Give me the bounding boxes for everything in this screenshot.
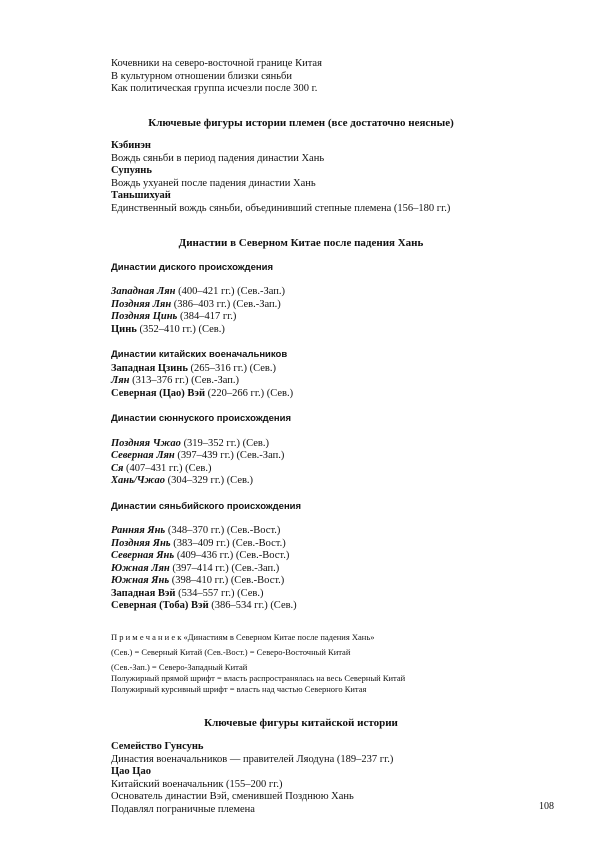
dynasty-list (111, 363, 491, 401)
dynasty-list (111, 525, 491, 613)
dynasty-item (111, 550, 491, 563)
dynasty-name: Южная Лян (111, 562, 170, 574)
tribe-figures-list (111, 140, 491, 215)
figure-desc: Династия военачальников — правителей Ляодуна (189–237 гг.) (111, 753, 394, 765)
dynasty-dates: (352–410 гг.) (Сев.) (136, 323, 225, 335)
dynasty-dates: (313–376 гг.) (Сев.-Зап.) (129, 375, 240, 386)
dynasty-name: Северная (Цао) Вэй (111, 387, 206, 399)
dynasty-dates: (409–436 гг.) (Сев.-Вост.) (174, 550, 290, 561)
dynasty-item (111, 563, 491, 576)
dynasty-item (111, 463, 491, 476)
figure-name: Таньшихуай (111, 190, 171, 201)
dynasty-item (111, 438, 491, 451)
dynasty-group-title: Династии сяньбийского происхождения (111, 500, 302, 512)
dynasty-item (111, 363, 491, 376)
figure-name: Супуянь (111, 165, 152, 176)
dynasty-dates: (383–409 гг.) (Сев.-Вост.) (170, 537, 286, 549)
dynasty-name: Северная Янь (111, 550, 175, 561)
dynasty-name: Лян (111, 375, 130, 386)
dynasty-name: Южная Янь (111, 575, 170, 586)
dynasty-name: Поздняя Чжао (111, 437, 181, 449)
dynasty-dates: (398–410 гг.) (Сев.-Вост.) (169, 575, 285, 586)
figure-desc: Вождь сяньби в период падения династии Хань (111, 152, 325, 164)
section-heading-tribes: Ключевые фигуры истории племен (все достаточно неясные) (148, 116, 454, 129)
chinese-figures-list (111, 741, 491, 816)
dynasty-name: Северная Лян (111, 450, 175, 461)
dynasty-item (111, 575, 491, 588)
dynasty-name: Хань/Чжао (111, 475, 166, 486)
intro-line: Как политическая группа исчезли после 300 г. (111, 83, 318, 94)
dynasty-dates: (319–352 гг.) (Сев.) (180, 437, 269, 449)
figure-name: Семейство Гунсунь (111, 741, 204, 752)
figure-desc: Единственный вождь сяньби, объединивший степные племена (156–180 гг.) (111, 202, 451, 214)
dynasty-list (111, 286, 491, 336)
dynasty-item (111, 324, 491, 337)
intro-line: Кочевники на северо-восточной границе Китая (111, 58, 322, 69)
section-heading-dynasties: Династии в Северном Китае после падения Хань (178, 237, 424, 249)
dynasty-name: Ся (111, 462, 124, 474)
dynasty-dates: (407–431 гг.) (Сев.) (123, 462, 212, 474)
dynasty-dates: (348–370 гг.) (Сев.-Вост.) (165, 525, 281, 536)
dynasty-group-title: Династии сюннуского происхождения (111, 413, 292, 424)
dynasty-item (111, 375, 491, 388)
dynasty-item (111, 475, 491, 488)
section-heading-chinese-figures: Ключевые фигуры китайской истории (204, 716, 398, 729)
dynasty-item (111, 311, 491, 324)
dynasty-dates: (397–414 гг.) (Сев.-Зап.) (169, 562, 280, 574)
dynasty-dates: (400–421 гг.) (Сев.-Зап.) (175, 286, 286, 297)
dynasty-name: Ранняя Янь (111, 525, 166, 536)
dynasty-item (111, 538, 491, 551)
legend-notes (111, 632, 491, 695)
page-body (111, 58, 491, 816)
dynasty-dates: (304–329 гг.) (Сев.) (165, 475, 254, 486)
dynasty-name: Северная (Тоба) Вэй (111, 600, 209, 611)
dynasty-item (111, 450, 491, 463)
intro-block (111, 58, 491, 96)
dynasty-dates: (386–403 гг.) (Сев.-Зап.) (171, 298, 281, 310)
dynasty-group-title: Династии диского происхождения (111, 261, 273, 273)
dynasty-name: Цинь (111, 323, 137, 335)
dynasty-list (111, 438, 491, 488)
figure-desc: Вождь ухуаней после падения династии Хань (111, 177, 316, 189)
note-line: (Сев.) = Северный Китай (Сев.-Вост.) = Северо-Восточный Китай (111, 646, 351, 657)
dynasty-name: Поздняя Цинь (111, 311, 178, 322)
page-number: 108 (539, 801, 554, 812)
dynasty-item (111, 388, 491, 401)
figure-name: Кэбинэн (111, 140, 151, 151)
note-line: Полужирный курсивный шрифт = власть над частью Северного Китая (111, 683, 367, 694)
intro-line: В культурном отношении близки сяньби (111, 70, 292, 82)
figure-desc: Основатель династии Вэй, сменившей Позднюю Хань (111, 791, 354, 802)
dynasty-group-title: Династии китайских военачальников (111, 349, 288, 360)
note-line: (Сев.-Зап.) = Северо-Западный Китай (111, 661, 248, 672)
dynasty-dates: (397–439 гг.) (Сев.-Зап.) (174, 450, 285, 461)
dynasty-item (111, 525, 491, 538)
dynasty-dates: (534–557 гг.) (Сев.) (175, 587, 264, 599)
dynasty-name: Поздняя Янь (111, 537, 171, 549)
dynasty-dates: (384–417 гг.) (177, 311, 237, 322)
dynasty-name: Поздняя Лян (111, 298, 172, 310)
figure-name: Цао Цао (111, 766, 151, 777)
dynasty-dates: (265–316 гг.) (Сев.) (187, 362, 276, 374)
note-line: Полужирный прямой шрифт = власть распространялась на весь Северный Китай (111, 672, 406, 683)
dynasty-item (111, 600, 491, 613)
dynasty-name: Западная Лян (111, 286, 176, 297)
dynasty-name: Западная Вэй (111, 587, 176, 599)
note-line: П р и м е ч а н и е к «Династиям в Северном Китае после падения Хань» (111, 631, 375, 642)
dynasty-name: Западная Цзинь (111, 362, 188, 374)
dynasty-item (111, 588, 491, 601)
dynasty-item (111, 286, 491, 299)
dynasty-dates: (220–266 гг.) (Сев.) (205, 387, 294, 399)
dynasty-dates: (386–534 гг.) (Сев.) (208, 600, 297, 611)
dynasty-item (111, 299, 491, 312)
figure-desc: Подавлял пограничные племена (111, 803, 255, 815)
figure-desc: Китайский военачальник (155–200 гг.) (111, 778, 283, 790)
